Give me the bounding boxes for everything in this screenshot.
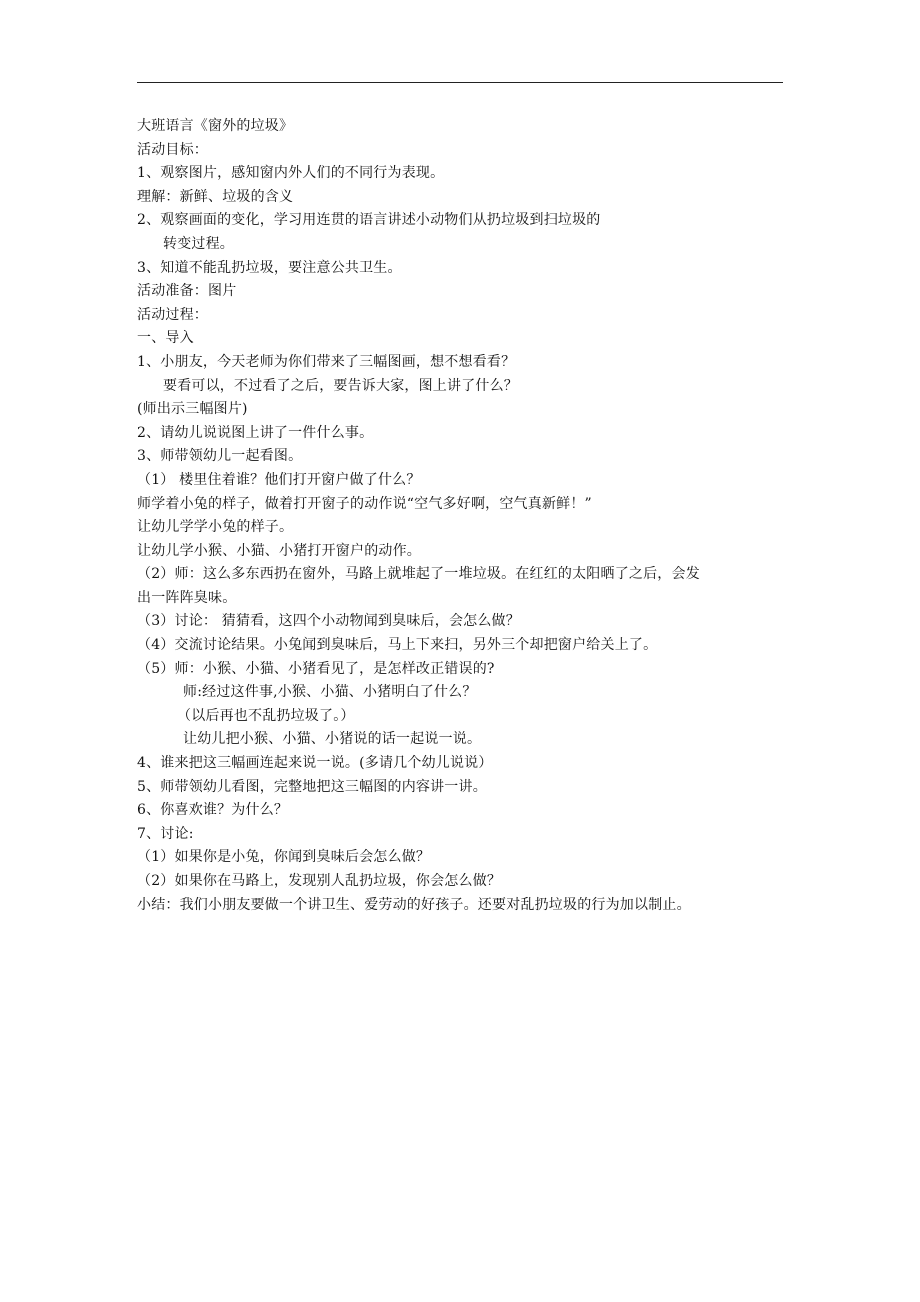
process-substep-5-teacher: 师:经过这件事,小猴、小猫、小猪明白了什么？	[183, 684, 477, 701]
process-step-6: 6、你喜欢谁？为什么？	[137, 802, 289, 819]
process-substep-1-children-others: 让幼儿学小猴、小猫、小猪打开窗户的动作。	[137, 542, 421, 559]
process-step-2: 2、请幼儿说说图上讲了一件什么事。	[137, 424, 374, 441]
process-note-show-pictures: (师出示三幅图片)	[137, 401, 248, 418]
document-title: 大班语言《窗外的垃圾》	[137, 118, 294, 134]
section-heading-process: 活动过程：	[137, 306, 208, 323]
header-rule	[137, 82, 783, 83]
process-step-1-continued: 要看可以，不过看了之后，要告诉大家，图上讲了什么？	[163, 377, 518, 394]
process-substep-5-children: 让幼儿把小猴、小猫、小猪说的话一起说一说。	[183, 731, 482, 748]
process-step-5: 5、师带领幼儿看图，完整地把这三幅图的内容讲一讲。	[137, 778, 487, 795]
process-substep-2-continued: 出一阵阵臭味。	[137, 589, 237, 606]
section-heading-preparation: 活动准备：图片	[137, 283, 237, 300]
process-substep-1-teacher: 师学着小兔的样子，做着打开窗子的动作说“空气多好啊，空气真新鲜！”	[137, 495, 592, 512]
goal-item-2-continued: 转变过程。	[163, 235, 234, 252]
process-substep-3: （3）讨论： 猜猜看，这四个小动物闻到臭味后，会怎么做？	[137, 613, 520, 630]
process-step-4: 4、谁来把这三幅画连起来说一说。(多请几个幼儿说说）	[137, 755, 493, 772]
process-step-7: 7、讨论:	[137, 825, 194, 842]
process-step-3: 3、师带领幼儿一起看图。	[137, 448, 303, 465]
section-heading-goals: 活动目标：	[137, 141, 208, 158]
process-part-1-heading: 一、导入	[137, 330, 194, 347]
process-substep-1-children-rabbit: 让幼儿学学小兔的样子。	[137, 519, 294, 536]
process-substep-1: （1） 楼里住着谁？他们打开窗户做了什么？	[137, 471, 421, 488]
summary: 小结：我们小朋友要做一个讲卫生、爱劳动的好孩子。还要对乱扔垃圾的行为加以制止。	[137, 896, 691, 913]
goal-item-1-note: 理解：新鲜、垃圾的含义	[137, 188, 294, 205]
goal-item-3: 3、知道不能乱扔垃圾，要注意公共卫生。	[137, 259, 402, 276]
process-step-7-question-2: （2）如果你在马路上，发现别人乱扔垃圾，你会怎么做？	[137, 873, 502, 889]
process-substep-5: （5）师：小猴、小猫、小猪看见了，是怎样改正错误的?	[137, 660, 495, 677]
process-step-1: 1、小朋友，今天老师为你们带来了三幅图画，想不想看看？	[137, 353, 516, 370]
process-substep-2: （2）师：这么多东西扔在窗外，马路上就堆起了一堆垃圾。在红红的太阳晒了之后，会发	[137, 566, 700, 583]
document-body	[137, 115, 797, 917]
process-substep-5-answer: （以后再也不乱扔垃圾了。）	[177, 707, 355, 724]
goal-item-1: 1、观察图片，感知窗内外人们的不同行为表现。	[137, 165, 445, 182]
process-step-7-question-1: （1）如果你是小兔，你闻到臭味后会怎么做？	[137, 849, 431, 866]
goal-item-2: 2、观察画面的变化，学习用连贯的语言讲述小动物们从扔垃圾到扫垃圾的	[137, 212, 601, 229]
process-substep-4: （4）交流讨论结果。小兔闻到臭味后，马上下来扫，另外三个却把窗户给关上了。	[137, 637, 658, 654]
